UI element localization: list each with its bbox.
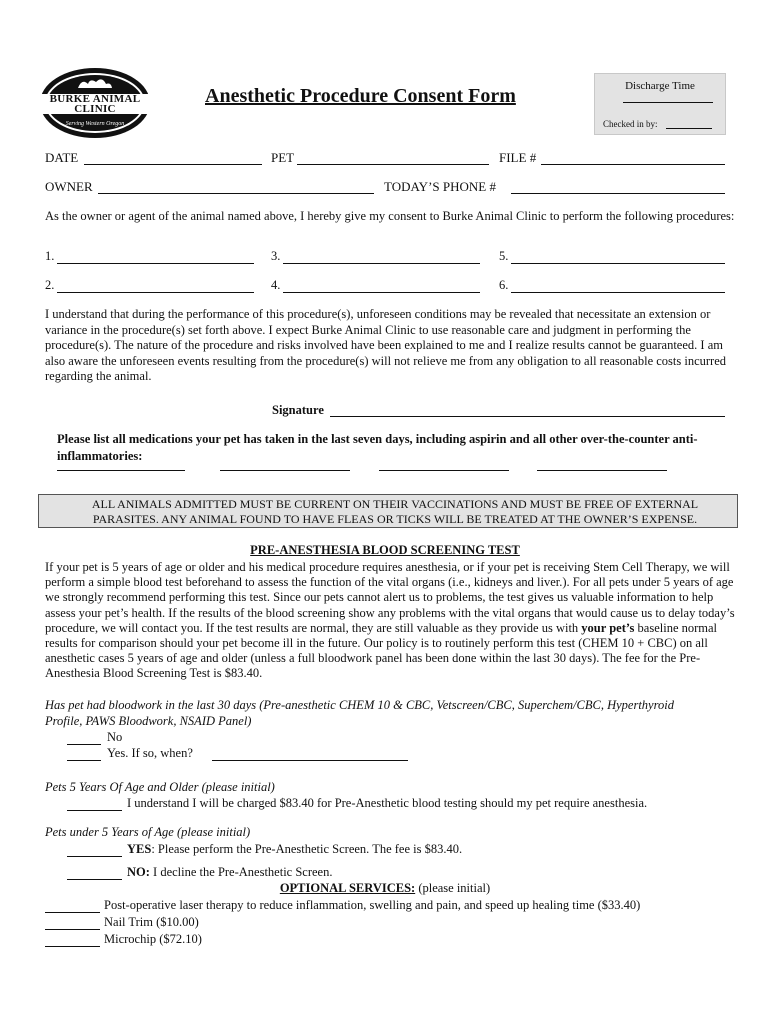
screening-heading: PRE-ANESTHESIA BLOOD SCREENING TEST [250, 543, 520, 557]
optional-item-1-initial[interactable] [45, 899, 100, 913]
date-label: DATE [45, 150, 79, 165]
procedure-1-field[interactable] [57, 250, 254, 264]
procedure-5-field[interactable] [511, 250, 725, 264]
medication-field-4[interactable] [537, 470, 667, 471]
optional-item-2: Nail Trim ($10.00) [104, 915, 199, 929]
optional-heading-row [0, 881, 770, 896]
logo-tagline: Serving Western Oregon [65, 121, 125, 127]
procedure-6-num: 6. [499, 278, 509, 292]
bloodwork-no-label: No [107, 730, 123, 744]
date-row [45, 150, 78, 166]
procedure-5-num: 5. [499, 249, 509, 263]
under5-no-row [127, 865, 332, 880]
logo-name-line1: BURKE ANIMAL [49, 93, 141, 105]
screening-p1-bold: your pet’s [581, 620, 635, 635]
procedure-4-field[interactable] [283, 279, 480, 293]
pet-label: PET [271, 150, 295, 165]
procedure-1-num: 1. [45, 249, 55, 263]
bloodwork-yes-label: Yes. If so, when? [107, 746, 193, 760]
owner-field[interactable] [98, 180, 374, 194]
procedure-2-field[interactable] [57, 279, 254, 293]
screening-paragraph [45, 560, 735, 682]
phone-field[interactable] [511, 180, 725, 194]
under5-heading: Pets under 5 Years of Age (please initial) [45, 825, 251, 839]
discharge-time-field[interactable] [623, 102, 713, 103]
bloodwork-when-field[interactable] [212, 747, 408, 761]
checked-in-field[interactable] [666, 128, 712, 129]
under5-yes-text: : Please perform the Pre-Anesthetic Screen. The fee is $83.40. [151, 842, 463, 856]
screening-p2: Our policy is to routinely perform this test (CHEM 10 + CBC) on all anesthetic cases 5 years of age and older (unless a full bloodwork panel has been done within the last 30 days). The fee for the Pre-Anesthesia Blood Screening Test is $83.40. [45, 636, 708, 681]
medications-prompt: Please list all medications your pet has taken in the last seven days, including aspirin and all other over-the-counter anti-inflammatories: [57, 432, 698, 463]
procedure-3-field[interactable] [283, 250, 480, 264]
file-field[interactable] [541, 151, 725, 165]
screening-p1-end: baseline normal results for comparison should your pet become ill in the future. [45, 620, 718, 651]
procedure-6-field[interactable] [511, 279, 725, 293]
under5-yes-label: YES [127, 842, 152, 856]
discharge-time-label: Discharge Time [625, 80, 695, 92]
bloodwork-question: Has pet had bloodwork in the last 30 days (Pre-anesthetic CHEM 10 & CBC, Vetscreen/CBC, Superchem/CBC, Hyperthyroid Profile, PAWS Bloodwork, NSAID Panel) [45, 698, 674, 728]
file-label: FILE # [499, 150, 537, 165]
over5-text: I understand I will be charged $83.40 for Pre-Anesthetic blood testing should my pet require anesthesia. [127, 796, 648, 810]
optional-heading: OPTIONAL SERVICES: [279, 881, 416, 895]
phone-label: TODAY’S PHONE # [384, 179, 496, 194]
under5-no-initial-field[interactable] [67, 866, 122, 880]
discharge-box [594, 73, 726, 135]
signature-label: Signature [272, 403, 324, 417]
procedure-3-num: 3. [271, 249, 281, 263]
procedure-2-num: 2. [45, 278, 55, 292]
medication-field-2[interactable] [220, 470, 350, 471]
understand-paragraph: I understand that during the performance of this procedure(s), unforeseen conditions may be revealed that necessitate an extension or variance in the procedure(s) set forth above. I expect Burke Animal Clinic to use reasonable care and judgment in performing the procedure(s). The nature of the procedure and risks involved have been explained to me and I realize results cannot be guaranteed. I am also aware the unforeseen events resulting from the procedure(s) will not relieve me from any obligation to all reasonable costs incurred regarding the animal. [45, 307, 727, 383]
checked-in-label: Checked in by: [603, 119, 658, 129]
consent-intro: As the owner or agent of the animal named above, I hereby give my consent to Burke Animal Clinic to perform the following procedures: [45, 209, 735, 223]
pet-field[interactable] [297, 151, 489, 165]
form-title: Anesthetic Procedure Consent Form [205, 85, 516, 107]
optional-item-3-initial[interactable] [45, 933, 100, 947]
optional-item-1: Post-operative laser therapy to reduce inflammation, swelling and pain, and speed up healing time ($33.40) [104, 898, 641, 912]
clinic-logo [38, 66, 152, 140]
optional-item-2-initial[interactable] [45, 916, 100, 930]
logo-name-line2: CLINIC [74, 103, 116, 115]
date-field[interactable] [84, 151, 262, 165]
over5-heading: Pets 5 Years Of Age and Older (please initial) [45, 780, 275, 794]
medication-field-3[interactable] [379, 470, 509, 471]
bloodwork-no-field[interactable] [67, 731, 101, 745]
under5-yes-initial-field[interactable] [67, 843, 122, 857]
bloodwork-yes-field[interactable] [67, 747, 101, 761]
owner-label: OWNER [45, 179, 93, 194]
under5-no-text: I decline the Pre-Anesthetic Screen. [149, 865, 333, 879]
optional-note: (please initial) [415, 881, 491, 895]
under5-no-label: NO: [127, 865, 150, 879]
screening-p1: If your pet is 5 years of age or older and his medical procedure requires anesthesia, or if your pet is receiving Stem Cell Therapy, we will perform a simple blood test beforehand to assess the function of the vital organs (i.e., kidneys and liver.). For all pets under 5 years of age we strongly recommend performing this test. Since our pets cannot alert us to problems, the test gives us valuable information to help assess your pet’s health. If the results of the blood screening show any problems with the vital organs that would cause us to delay today’s procedure, we will contact you. If the test results are normal, they are still valuable as they provide us with [45, 560, 735, 635]
medication-field-1[interactable] [57, 470, 185, 471]
signature-field[interactable] [330, 403, 725, 417]
over5-initial-field[interactable] [67, 797, 122, 811]
optional-item-3: Microchip ($72.10) [104, 932, 202, 946]
vaccination-notice-text: ALL ANIMALS ADMITTED MUST BE CURRENT ON THEIR VACCINATIONS AND MUST BE FREE OF EXTERNAL PARASITES. ANY ANIMAL FOUND TO HAVE FLEAS OR TICKS WILL BE TREATED AT THE OWNER’S EXPENSE. [91, 497, 699, 526]
vaccination-notice-box [38, 494, 738, 528]
under5-yes-row [127, 842, 462, 857]
procedure-4-num: 4. [271, 278, 281, 292]
